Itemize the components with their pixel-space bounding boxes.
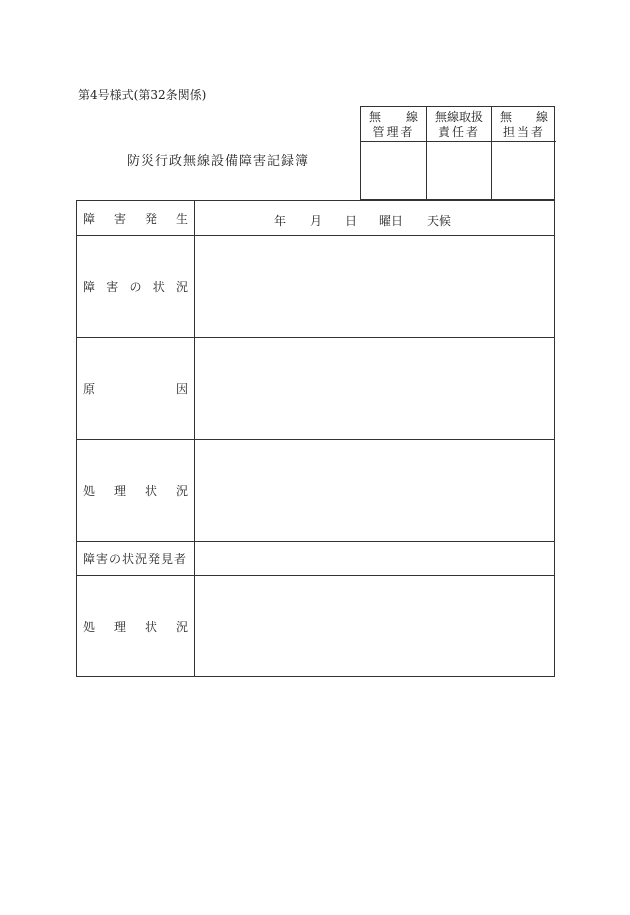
handling-status-field[interactable] [195,440,554,541]
weather-label: 天候 [427,214,452,228]
stamp-header-line2: 責任者 [437,125,480,139]
stamp-header [492,107,556,142]
row-fault-status [77,235,554,337]
stamp-box-radio-manager[interactable] [361,107,426,199]
fault-status-field[interactable] [195,236,554,337]
stamp-header-line1: 無線取扱 [434,110,483,124]
form-number: 第4号様式(第32条関係) [78,88,207,102]
row-label: 原 因 [77,338,195,439]
form-title: 防災行政無線設備障害記録簿 [127,154,310,169]
fault-record-table [76,200,555,677]
stamp-header-line2: 管理者 [372,125,415,139]
month-label: 月 [310,214,323,228]
row-label: 障害の状況発見者 [77,542,195,575]
stamp-header [361,107,426,142]
row-cause [77,337,554,439]
stamp-box-radio-officer[interactable] [426,107,491,199]
stamp-header [427,107,491,142]
row-label: 障 害 の 状 況 [77,236,195,337]
row-fault-discoverer [77,541,554,575]
cause-field[interactable] [195,338,554,439]
fault-discoverer-field[interactable] [195,542,554,575]
year-label: 年 [274,214,287,228]
stamp-box-radio-staff[interactable] [491,107,556,199]
row-handling-status-2 [77,575,554,677]
approval-stamp-table [360,106,555,200]
stamp-header-line1: 無 線 [500,110,548,124]
occurrence-date-field[interactable] [195,201,554,235]
stamp-header-line1: 無 線 [369,110,418,124]
weekday-label: 曜日 [379,214,404,228]
row-label: 処 理 状 況 [77,576,195,677]
row-handling-status [77,439,554,541]
row-label: 障 害 発 生 [77,201,195,235]
row-fault-occurrence [77,201,554,235]
day-label: 日 [345,214,358,228]
handling-status-field-2[interactable] [195,576,554,677]
row-label: 処 理 状 況 [77,440,195,541]
stamp-header-line2: 担当者 [502,125,545,139]
